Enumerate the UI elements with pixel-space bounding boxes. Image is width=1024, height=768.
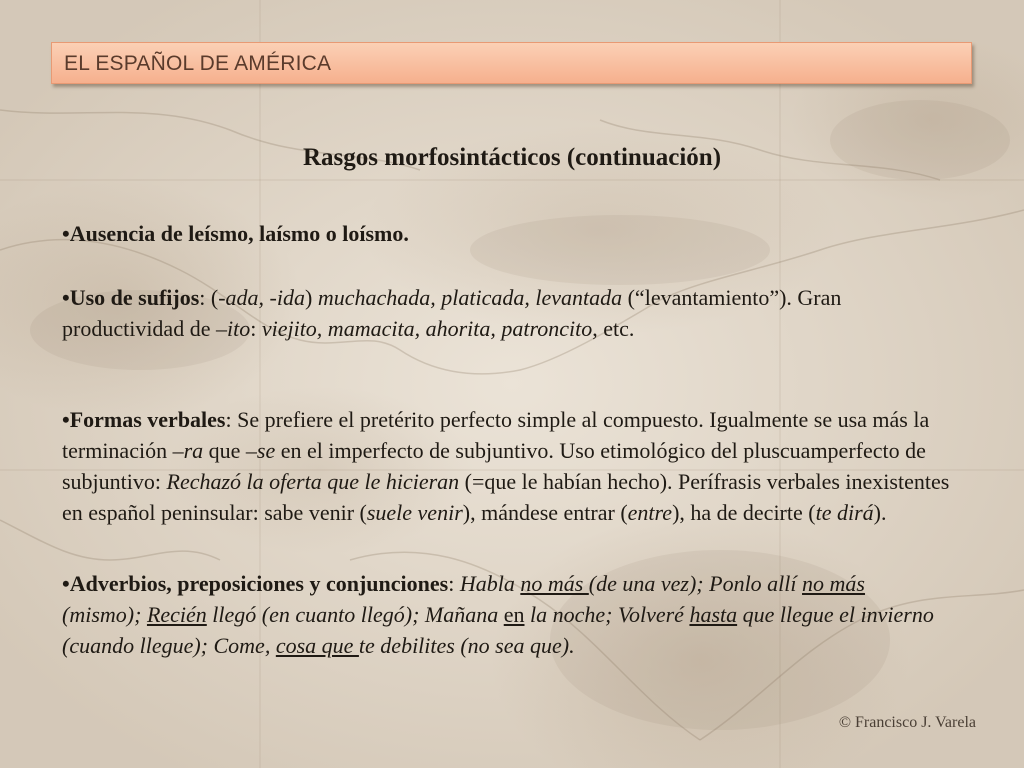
italic-run: se (256, 438, 276, 463)
italic-run: -ada, -ida (218, 285, 305, 310)
text-run: ) (305, 285, 318, 310)
bullet-formas-verbales (62, 404, 967, 528)
slide-title: Rasgos morfosintácticos (continuación) (302, 144, 722, 171)
text-run: ), mándese entrar ( (462, 500, 628, 525)
underlined-run: hasta (689, 602, 738, 627)
italic-run: ra (183, 438, 204, 463)
italic-run: suele venir (366, 500, 463, 525)
copyright-footer: © Francisco J. Varela (838, 714, 976, 731)
italic-run: Habla (459, 571, 521, 596)
italic-run: Rechazó la oferta que le hicieran (166, 469, 460, 494)
bullet-leismo (62, 218, 409, 249)
text-run: (=que le habían hecho). Perífrasis verbales inexistentes en español peninsular: sabe venir ( (62, 469, 950, 525)
underlined-run: Recién (146, 602, 207, 627)
text-run: ). (873, 500, 887, 525)
bullet-heading: •Adverbios, preposiciones y conjunciones (62, 571, 449, 596)
text-run: (“levantamiento”). Gran productividad de – (62, 285, 842, 341)
italic-run: viejito, mamacita, ahorita, patroncito (261, 316, 593, 341)
underlined-run: cosa que (275, 633, 359, 658)
italic-run: entre (627, 500, 673, 525)
italic-run: te dirá (815, 500, 874, 525)
underlined-run: no más (520, 571, 589, 596)
text-run: ), ha de decirte ( (672, 500, 816, 525)
bullet-sufijos (62, 282, 892, 344)
underlined-run: no más (802, 571, 865, 596)
italic-run: llegó (en cuanto llegó); Mañana (206, 602, 504, 627)
header-title: EL ESPAÑOL DE AMÉRICA (64, 52, 332, 75)
bullet-heading: •Formas verbales (62, 407, 226, 432)
italic-run: ito (226, 316, 251, 341)
text-run: : ( (199, 285, 219, 310)
text-run: : (250, 316, 262, 341)
italic-run: que llegue el invierno (cuando llegue); Come, (62, 602, 934, 658)
text-run: en el imperfecto de subjuntivo. Uso etimológico del pluscuamperfecto de subjuntivo: (62, 438, 926, 494)
text-run: que – (203, 438, 257, 463)
text-run: : Se prefiere el pretérito perfecto simple al compuesto. Igualmente se usa más la terminación – (62, 407, 930, 463)
bullet-adverbios (62, 568, 942, 661)
text-run: , etc. (592, 316, 635, 341)
italic-run: (de una vez); Ponlo allí (588, 571, 803, 596)
italic-run: la noche; Volveré (524, 602, 690, 627)
italic-run: (mismo); (62, 602, 147, 627)
italic-run: te debilites (no sea que). (358, 633, 575, 658)
italic-run: muchachada, platicada, levantada (317, 285, 623, 310)
bullet-heading: •Ausencia de leísmo, laísmo o loísmo. (62, 221, 409, 246)
bullet-heading: •Uso de sufijos (62, 285, 200, 310)
text-run: : (448, 571, 460, 596)
underlined-run: en (503, 602, 525, 627)
header-bar (51, 42, 972, 84)
